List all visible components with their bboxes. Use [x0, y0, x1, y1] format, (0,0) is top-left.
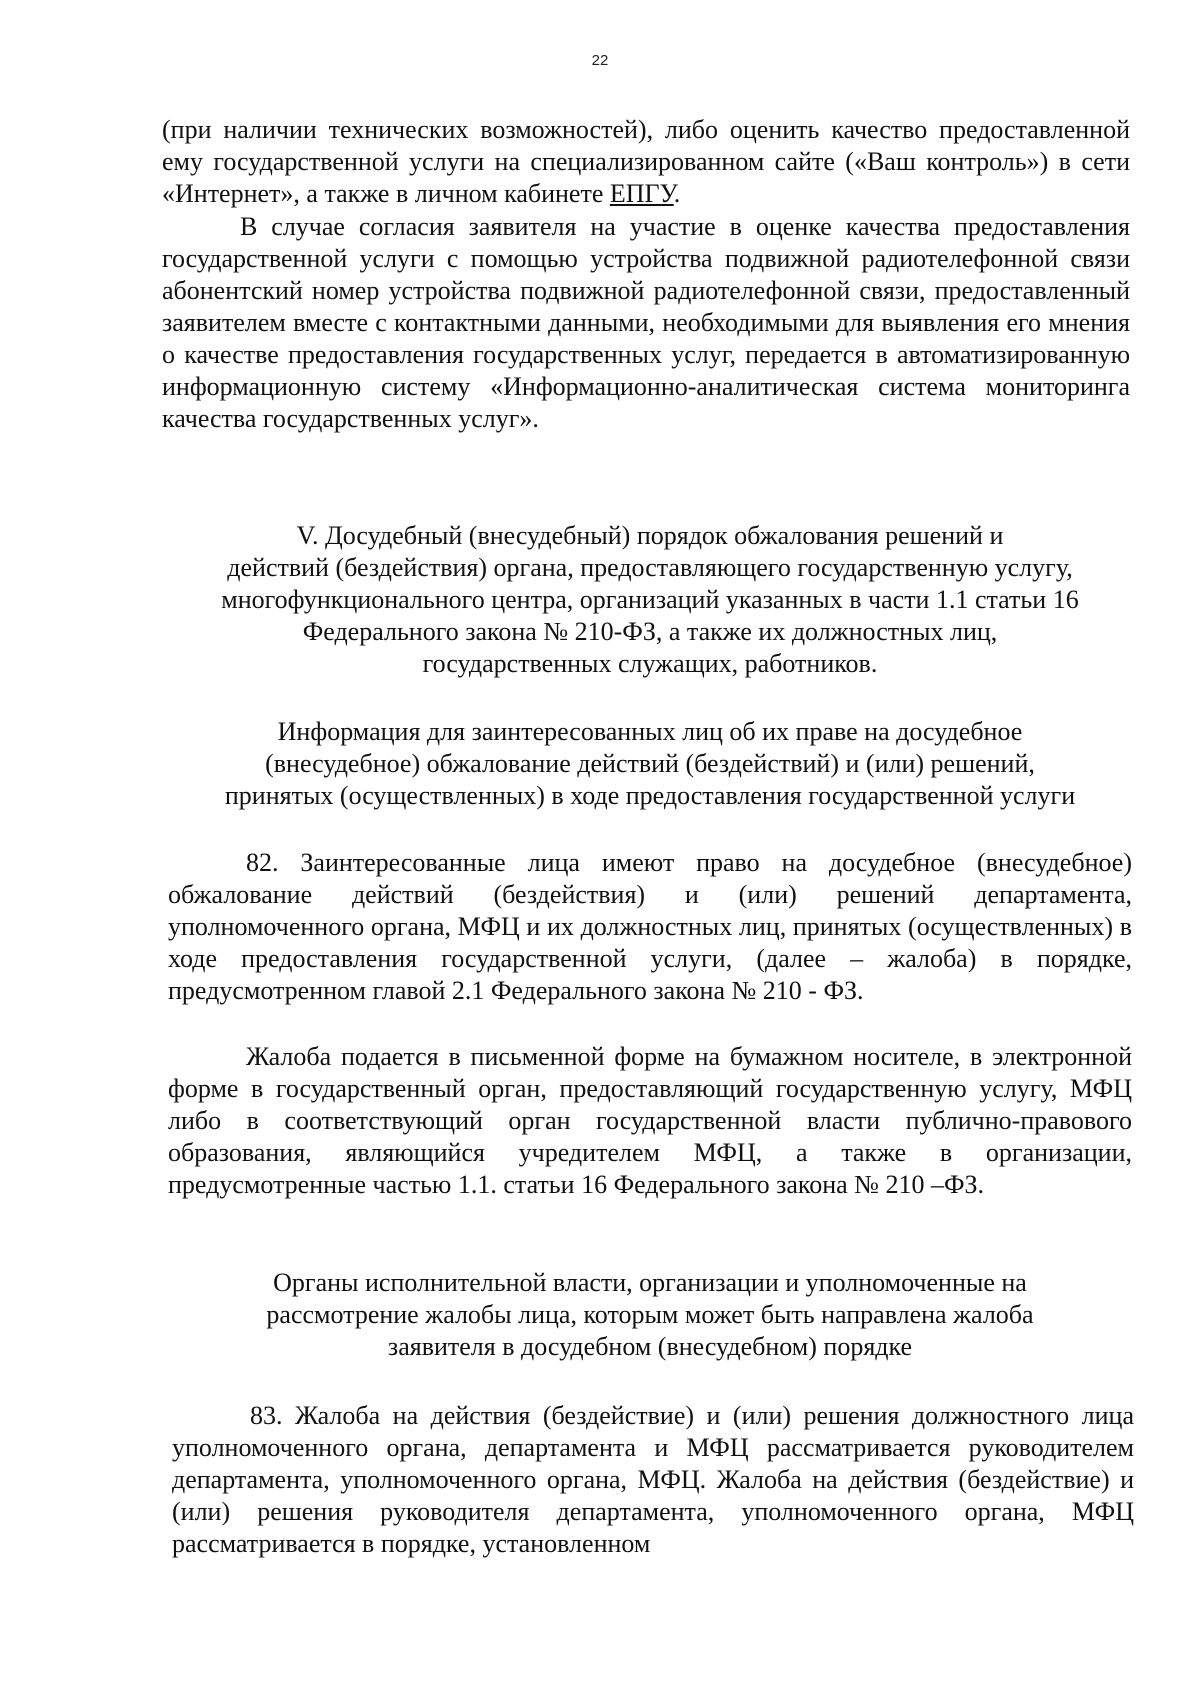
paragraph-continuation [162, 114, 1130, 210]
subheading-information-line-3: принятых (осуществленных) в ходе предоставления государственной услуги [224, 781, 1076, 810]
paragraph-82-complaint: Жалоба подается в письменной форме на бумажном носителе, в электронной форме в государственный орган, предоставляющий государственную услугу, МФЦ либо в соответствующий орган государственной власти публично-правового образования, являющийся учредителем МФЦ, а также в организации, предусмотренные частью 1.1. статьи 16 Федерального закона № 210 –ФЗ. [168, 1042, 1132, 1199]
subheading-authorities-line-3: заявителя в досудебном (внесудебном) порядке [387, 1332, 913, 1361]
subheading-authorities-line-1: Органы исполнительной власти, организации и уполномоченные на [273, 1268, 1027, 1297]
section-v-line-1: V. Досудебный (внесудебный) порядок обжалования решений и [296, 521, 1004, 550]
paragraph-83: 83. Жалоба на действия (бездействие) и (или) решения должностного лица уполномоченного органа, департамента и МФЦ рассматривается руководителем департамента, уполномоченного органа, МФЦ. Жалоба на действия (бездействие) и (или) решения руководителя департамента, уполномоченного органа, МФЦ рассматривается в порядке, установленном [172, 1401, 1134, 1558]
subheading-authorities [150, 1267, 1150, 1363]
epgu-link-text: ЕПГУ [609, 179, 674, 208]
section-v-line-5: государственных служащих, работников. [422, 649, 878, 678]
subheading-information-line-2: (внесудебное) обжалование действий (бездействий) и (или) решений, [265, 749, 1035, 778]
subheading-authorities-line-2: рассмотрение жалобы лица, которым может быть направлена жалоба [266, 1300, 1034, 1329]
section-v-heading [150, 520, 1150, 680]
paragraph-text: (при наличии технических возможностей), либо оценить качество предоставленной ему государственной услуги на специализированном сайте («Ваш контроль») в сети «Интернет», а также в личном кабинете [162, 115, 1130, 208]
page-number: 22 [591, 52, 609, 69]
paragraph-82: 82. Заинтересованные лица имеют право на досудебное (внесудебное) обжалование действий (бездействия) и (или) решений департамента, уполномоченного органа, МФЦ и их должностных лиц, принятых (осуществленных) в ходе предоставления государственной услуги, (далее – жалоба) в порядке, предусмотренном главой 2.1 Федерального закона № 210 - ФЗ. [168, 848, 1132, 1005]
section-v-line-4: Федерального закона № 210-ФЗ, а также их должностных лиц, [302, 617, 998, 646]
subheading-information-line-1: Информация для заинтересованных лиц об их праве на досудебное [277, 717, 1023, 746]
section-v-line-3: многофункционального центра, организаций указанных в части 1.1 статьи 16 [221, 585, 1079, 614]
subheading-information [150, 716, 1150, 812]
section-v-line-2: действий (бездействия) органа, предоставляющего государственную услугу, [227, 553, 1073, 582]
paragraph-consent: В случае согласия заявителя на участие в оценке качества предоставления государственной услуги с помощью устройства подвижной радиотелефонной связи абонентский номер устройства подвижной радиотелефонной связи, предоставленный заявителем вместе с контактными данными, необходимыми для выявления его мнения о качестве предоставления государственных услуг, передается в автоматизированную информационную систему «Информационно-аналитическая система мониторинга качества государственных услуг». [162, 212, 1130, 433]
paragraph-end: . [673, 179, 681, 208]
